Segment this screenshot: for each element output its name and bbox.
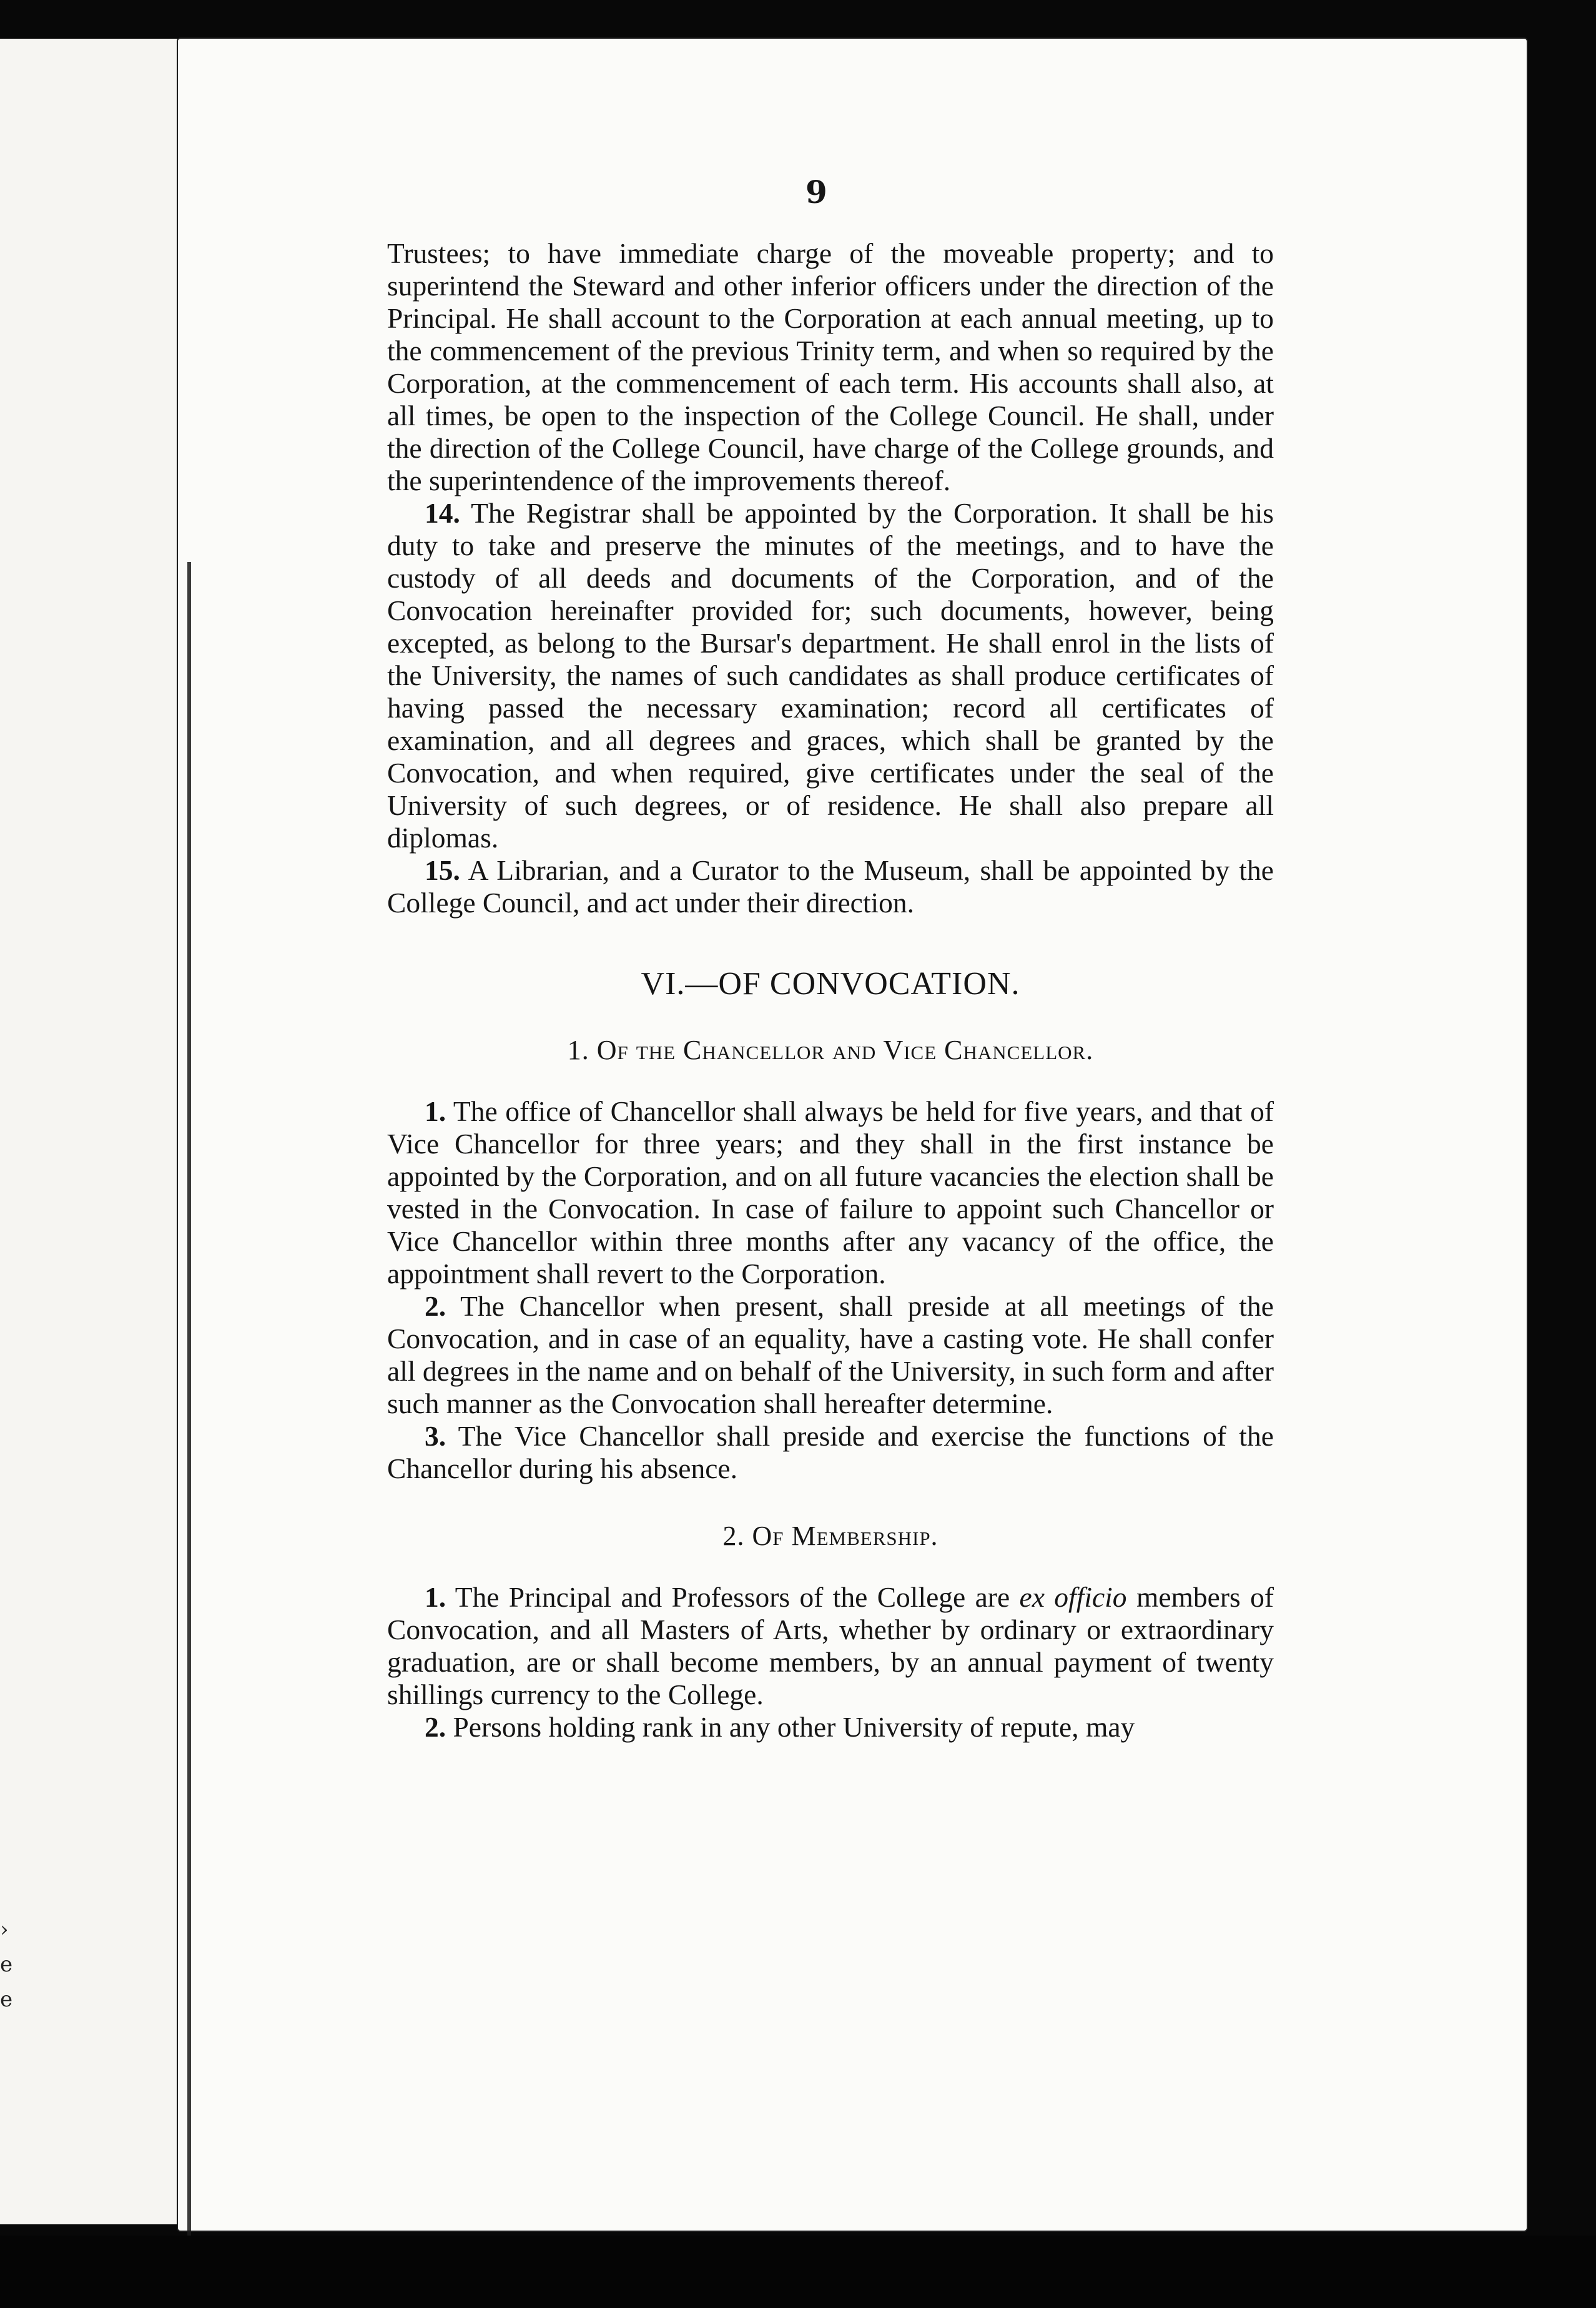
paragraph-vice-chancellor — [387, 1420, 1274, 1485]
paragraph-text: The Registrar shall be appointed by the Corporation. It shall be his duty to take and preserve the minutes of the meetings, and to have the custody of all deeds and documents of the Corporation, and of the Convocation hereinafter provided for; such documents, however, being excepted, as belong to the Bursar's department. He shall enrol in the lists of the University, the names of such candidates as shall produce certificates of having passed the necessary examination; record all certificates of examination, and all degrees and graces, which shall be granted by the Convocation, and when required, give certificates under the seal of the University of such degrees, or of residence. He shall also prepare all diplomas. — [387, 497, 1274, 854]
paragraph-chancellor-presides — [387, 1290, 1274, 1420]
paragraph-chancellor-office — [387, 1095, 1274, 1290]
paragraph-number: 2. — [425, 1290, 446, 1322]
paragraph-text: A Librarian, and a Curator to the Museum, shall be appointed by the College Council, and act under their direction. — [387, 854, 1274, 919]
paragraph-14-registrar — [387, 497, 1274, 854]
paragraph-text: The Chancellor when present, shall preside at all meetings of the Convocation, and in case of an equality, have a casting vote. He shall confer all degrees in the name and on behalf of the University, in such form and after such manner as the Convocation shall hereafter determine. — [387, 1290, 1274, 1419]
subsection-title-chancellor: 1. Of the Chancellor and Vice Chancellor. — [567, 1035, 1094, 1065]
paragraph-bursar-continued — [387, 237, 1274, 497]
scan-bottom-border — [0, 2236, 1596, 2308]
paragraph-text: members of Convocation, and all Masters of Arts, whether by ordinary or extraordinary graduation, are or shall become members, by an annual payment of twenty shillings currency to the College. — [387, 1581, 1274, 1710]
binding-gutter-shadow — [187, 562, 191, 2248]
paragraph-number: 1. — [425, 1581, 446, 1613]
page-number: 9 — [805, 174, 827, 210]
paragraph-15-librarian — [387, 854, 1274, 919]
paragraph-number: 2. — [425, 1711, 446, 1743]
previous-page-edge — [0, 39, 208, 2224]
paragraph-membership-2 — [387, 1711, 1274, 1743]
section-title-convocation: VI.—OF CONVOCATION. — [641, 966, 1020, 1002]
page-body — [387, 237, 1274, 1743]
italic-phrase: ex officio — [1019, 1581, 1127, 1613]
paragraph-number: 1. — [425, 1095, 446, 1127]
paragraph-text: Persons holding rank in any other University of repute, may — [453, 1711, 1135, 1743]
subsection-title-membership: 2. Of Membership. — [722, 1521, 938, 1551]
paragraph-text: The Principal and Professors of the College are — [455, 1581, 1010, 1613]
previous-page-margin-marks: › e e — [0, 1917, 13, 2012]
paragraph-text: Trustees; to have immediate charge of the moveable property; and to superintend the Steward and other inferior officers under the direction of the Principal. He shall account to the Corporation at each annual meeting, up to the commencement of the previous Trinity term, and when so required by the Corporation, at the commencement of each term. His accounts shall also, at all times, be open to the inspection of the College Council. He shall, under the direction of the College Council, have charge of the College grounds, and the superintendence of the improvements thereof. — [387, 237, 1274, 496]
paragraph-text: The office of Chancellor shall always be held for five years, and that of Vice Chancellor for three years; and they shall in the first instance be appointed by the Corporation, and on all future vacancies the election shall be vested in the Convocation. In case of failure to appoint such Chancellor or Vice Chancellor within three months after any vacancy of the office, the appointment shall revert to the Corporation. — [387, 1095, 1274, 1290]
paragraph-number: 14. — [425, 497, 460, 529]
paragraph-number: 15. — [425, 854, 460, 886]
paragraph-text: The Vice Chancellor shall preside and exercise the functions of the Chancellor during his absence. — [387, 1420, 1274, 1484]
paragraph-membership-1 — [387, 1581, 1274, 1711]
paragraph-number: 3. — [425, 1420, 446, 1452]
